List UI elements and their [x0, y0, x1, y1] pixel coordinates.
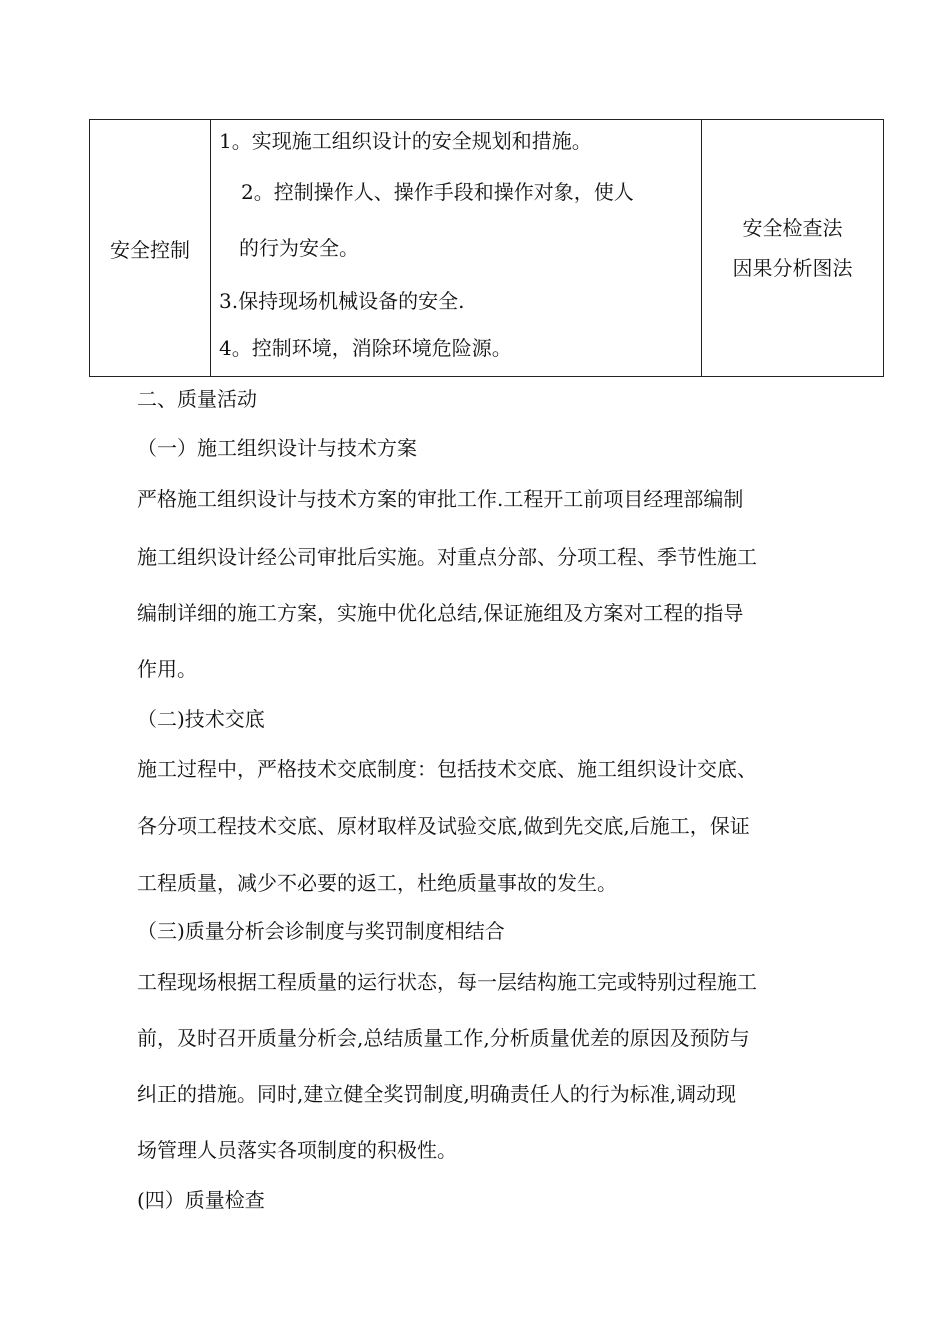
- measure-item: 2。控制操作人、操作手段和操作对象，使人: [241, 180, 634, 204]
- measure-item: 的行为安全。: [239, 236, 359, 260]
- paragraph-line: 前，及时召开质量分析会,总结质量工作,分析质量优差的原因及预防与: [137, 1026, 750, 1050]
- paragraph-line: 作用。: [137, 657, 197, 681]
- measure-item: 4。控制环境，消除环境危险源。: [219, 336, 512, 360]
- methods-cell: [702, 120, 884, 377]
- category-cell: 安全控制: [90, 120, 211, 377]
- measure-item: 1。实现施工组织设计的安全规划和措施。: [219, 129, 592, 153]
- paragraph-line: 纠正的措施。同时,建立健全奖罚制度,明确责任人的行为标准,调动现: [137, 1082, 737, 1106]
- paragraph-line: 工程质量，减少不必要的返工，杜绝质量事故的发生。: [137, 871, 617, 895]
- method-item: 因果分析图法: [732, 256, 853, 280]
- paragraph-line: 编制详细的施工方案，实施中优化总结,保证施组及方案对工程的指导: [137, 601, 744, 625]
- subsection-heading: （三)质量分析会诊制度与奖罚制度相结合: [137, 919, 505, 943]
- subsection-heading: （二)技术交底: [137, 707, 265, 731]
- paragraph-line: 施工组织设计经公司审批后实施。对重点分部、分项工程、季节性施工: [137, 545, 757, 569]
- paragraph-line: 工程现场根据工程质量的运行状态，每一层结构施工完或特别过程施工: [137, 970, 757, 994]
- subsection-heading: （一）施工组织设计与技术方案: [137, 436, 417, 460]
- paragraph-line: 施工过程中，严格技术交底制度：包括技术交底、施工组织设计交底、: [137, 757, 757, 781]
- control-table: [89, 119, 884, 377]
- subsection-heading: (四）质量检查: [137, 1188, 265, 1212]
- paragraph-line: 严格施工组织设计与技术方案的审批工作.工程开工前项目经理部编制: [137, 487, 744, 511]
- method-item: 安全检查法: [742, 216, 843, 240]
- paragraph-line: 各分项工程技术交底、原材取样及试验交底,做到先交底,后施工，保证: [137, 814, 750, 838]
- paragraph-line: 场管理人员落实各项制度的积极性。: [137, 1138, 457, 1162]
- table-row: [90, 120, 884, 377]
- section-heading: 二、质量活动: [137, 387, 257, 411]
- measure-item: 3.保持现场机械设备的安全.: [219, 289, 465, 313]
- measures-cell: [211, 120, 702, 377]
